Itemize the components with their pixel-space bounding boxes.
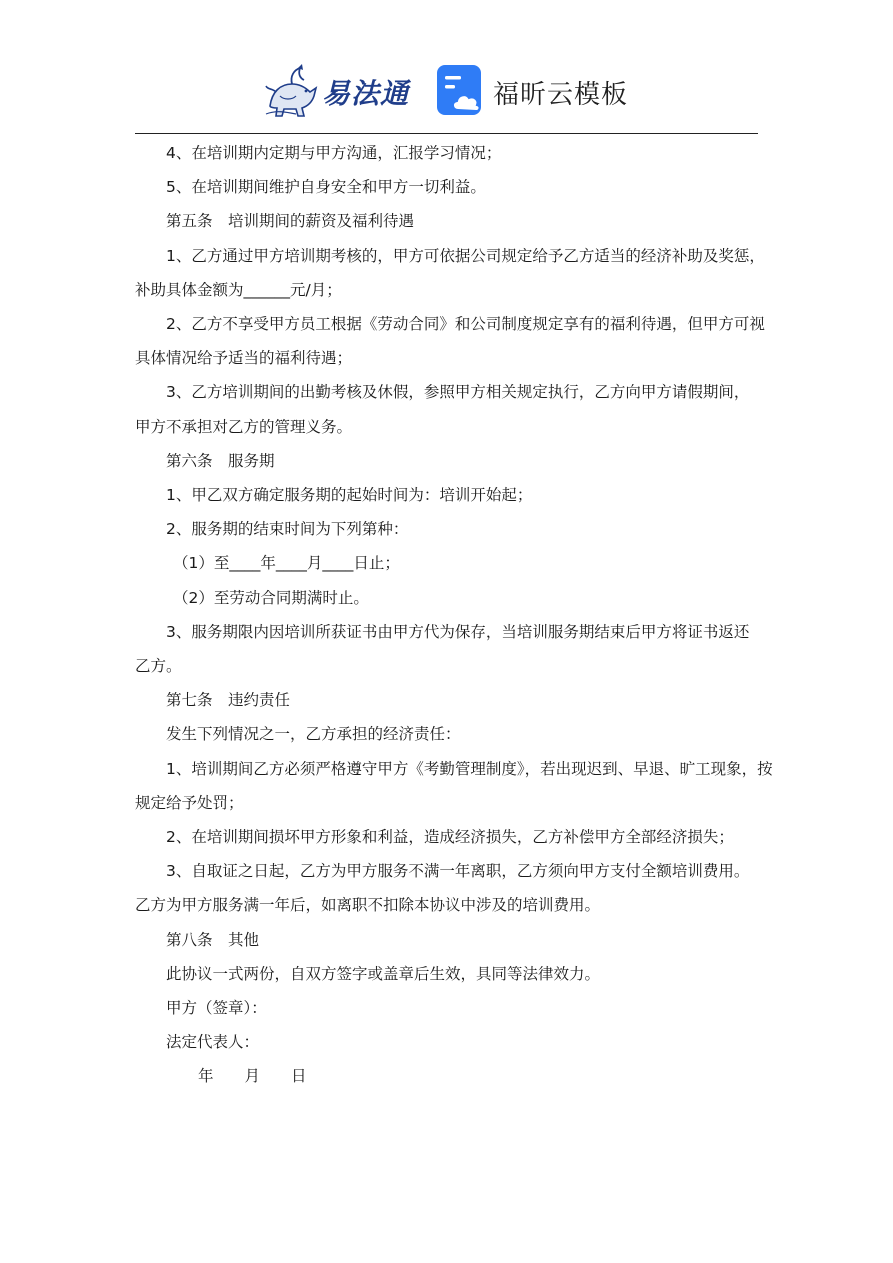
paragraph-line: 乙方为甲方服务满一年后，如离职不扣除本协议中涉及的培训费用。 bbox=[135, 896, 601, 915]
paragraph-line: 3、乙方培训期间的出勤考核及休假，参照甲方相关规定执行，乙方向甲方请假期间， bbox=[166, 383, 750, 402]
document-header bbox=[0, 0, 893, 135]
foxit-template-logo bbox=[436, 64, 636, 118]
section-heading: 第六条 服务期 bbox=[166, 451, 275, 470]
paragraph-line: 乙方。 bbox=[135, 657, 182, 676]
paragraph-line: 具体情况给予适当的福利待遇； bbox=[135, 349, 353, 368]
paragraph-line: 发生下列情况之一，乙方承担的经济责任： bbox=[166, 725, 461, 744]
yifatong-logo bbox=[262, 62, 414, 118]
paragraph-line: 补助具体金额为______元/月； bbox=[135, 280, 342, 299]
paragraph-line: 2、在培训期间损坏甲方形象和利益，造成经济损失，乙方补偿甲方全部经济损失； bbox=[166, 828, 734, 847]
header-divider bbox=[135, 133, 758, 134]
paragraph-line: 4、在培训期内定期与甲方沟通，汇报学习情况； bbox=[166, 144, 502, 162]
section-heading: 第七条 违约责任 bbox=[166, 691, 291, 710]
paragraph-line: 甲方不承担对乙方的管理义务。 bbox=[135, 417, 353, 436]
qilin-emblem-icon bbox=[262, 62, 322, 118]
paragraph-line: 1、培训期间乙方必须严格遵守甲方《考勤管理制度》，若出现迟到、早退、旷工现象，按 bbox=[166, 759, 773, 778]
document-body bbox=[135, 136, 773, 1094]
paragraph-line: 甲方（签章）： bbox=[166, 999, 267, 1018]
paragraph-line: 规定给予处罚； bbox=[135, 793, 244, 812]
paragraph-line: 此协议一式两份，自双方签字或盖章后生效，具同等法律效力。 bbox=[166, 964, 601, 983]
paragraph-line: （1）至____年____月____日止； bbox=[173, 554, 400, 573]
paragraph-line: 年 月 日 bbox=[198, 1067, 307, 1086]
paragraph-line: 1、乙方通过甲方培训期考核的，甲方可依据公司规定给予乙方适当的经济补助及奖惩， bbox=[166, 246, 765, 265]
paragraph-line: 1、甲乙双方确定服务期的起始时间为：培训开始起； bbox=[166, 486, 533, 505]
logo-right-text: 福昕云模板 bbox=[493, 80, 629, 110]
paragraph-line: 2、服务期的结束时间为下列第种： bbox=[166, 520, 409, 539]
cloud-document-icon bbox=[436, 64, 486, 118]
section-heading: 第五条 培训期间的薪资及福利待遇 bbox=[166, 212, 415, 231]
paragraph-line: 2、乙方不享受甲方员工根据《劳动合同》和公司制度规定享有的福利待遇，但甲方可视 bbox=[166, 315, 765, 334]
paragraph-line: （2）至劳动合同期满时止。 bbox=[173, 588, 369, 607]
paragraph-line: 5、在培训期间维护自身安全和甲方一切利益。 bbox=[166, 178, 486, 197]
paragraph-line: 3、自取证之日起，乙方为甲方服务不满一年离职，乙方须向甲方支付全额培训费用。 bbox=[166, 862, 750, 881]
paragraph-line: 3、服务期限内因培训所获证书由甲方代为保存，当培训服务期结束后甲方将证书返还 bbox=[166, 622, 750, 641]
paragraph-line: 法定代表人： bbox=[166, 1033, 260, 1052]
section-heading: 第八条 其他 bbox=[166, 930, 260, 949]
logo-left-text: 易法通 bbox=[322, 77, 410, 110]
